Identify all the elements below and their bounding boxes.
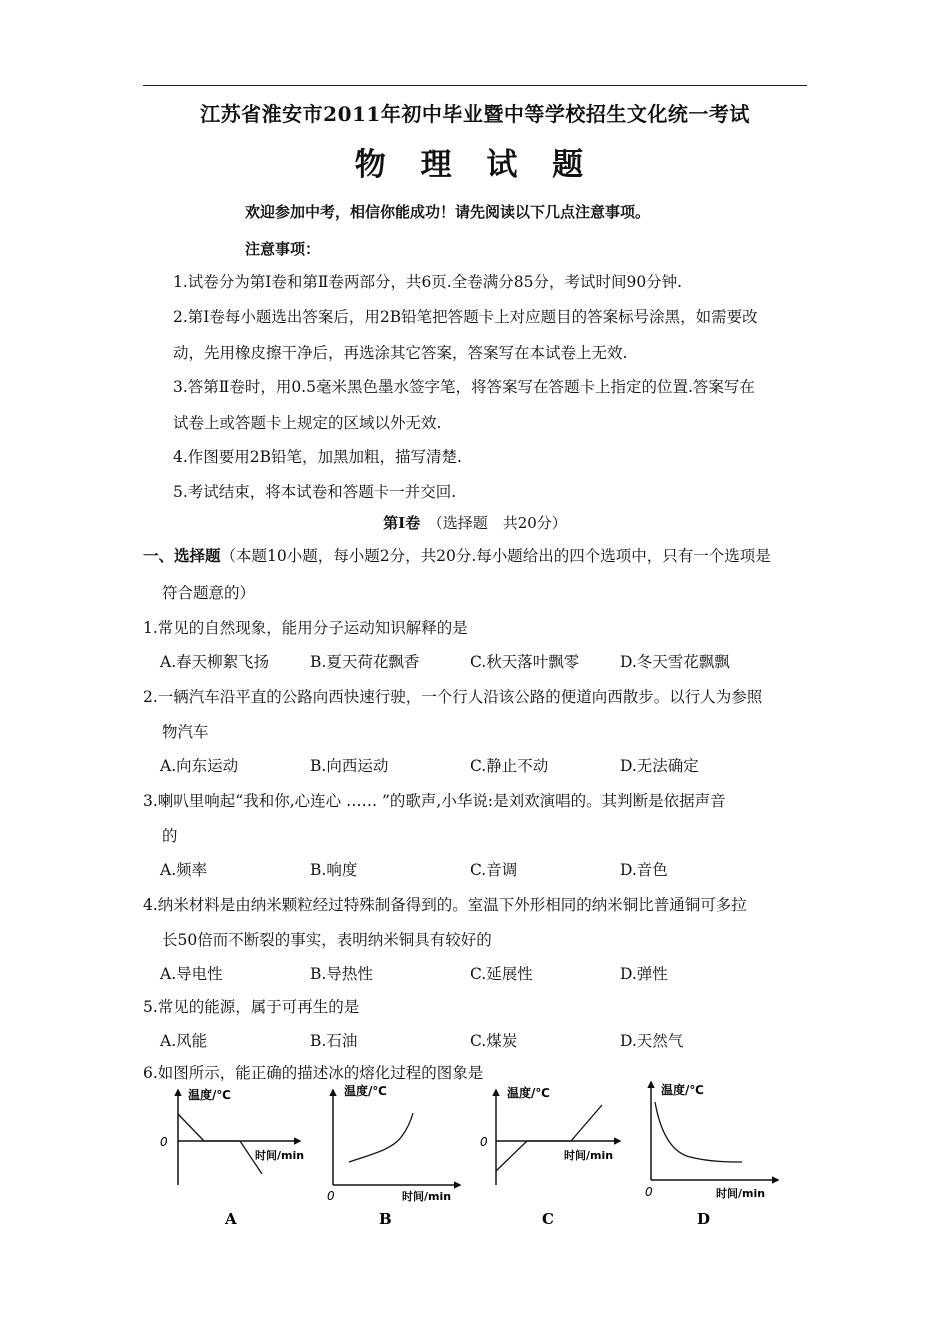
notice-item: 2.第Ⅰ卷每小题选出答案后，用2B铅笔把答题卡上对应题目的答案标号涂黑，如需要改 (173, 308, 758, 326)
notice-item: 4.作图要用2B铅笔，加黑加粗，描写清楚. (173, 448, 462, 466)
option-b: B.向西运动 (310, 757, 389, 775)
option-b: B.石油 (310, 1032, 358, 1050)
graph-d-origin: 0 (645, 1185, 653, 1199)
notice-item: 5.考试结束，将本试卷和答题卡一并交回. (173, 483, 457, 501)
question-stem: 3.喇叭里响起“我和你,心连心 …… ”的歌声,小华说:是刘欢演唱的。其判断是依据声音 (143, 792, 726, 810)
graph-c-ylabel: 温度/℃ (507, 1086, 550, 1100)
section-heading (0, 512, 950, 533)
graph-b-label: B (379, 1210, 392, 1228)
question-stem: 4.纳米材料是由纳米颗粒经过特殊制备得到的。室温下外形相同的纳米铜比普通铜可多拉 (143, 896, 747, 914)
graph-a-xlabel: 时间/min (255, 1149, 305, 1162)
option-d: D.天然气 (620, 1032, 684, 1050)
question-stem-continued: 物汽车 (162, 723, 209, 741)
option-d: D.弹性 (620, 965, 668, 983)
graph-d-xlabel: 时间/min (716, 1187, 766, 1200)
graph-c-curve (571, 1105, 602, 1141)
notice-item: 1.试卷分为第Ⅰ卷和第Ⅱ卷两部分，共6页.全卷满分85分，考试时间90分钟. (173, 273, 683, 291)
graph-a-label: A (225, 1210, 237, 1228)
option-d: D.音色 (620, 861, 668, 879)
option-c: C.音调 (470, 861, 518, 879)
option-b: B.夏天荷花飘香 (310, 653, 420, 671)
option-c: C.秋天落叶飘零 (470, 653, 580, 671)
graph-c (480, 1085, 620, 1228)
notice-item: 3.答第Ⅱ卷时，用0.5毫米黑色墨水签字笔，将答案写在答题卡上指定的位置.答案写在 (173, 378, 755, 396)
part-instruction (143, 544, 771, 566)
graph-a (160, 1087, 304, 1228)
option-a: A.春天柳絮飞扬 (160, 653, 270, 671)
option-c: C.静止不动 (470, 757, 549, 775)
part-heading: 一、选择题 (143, 546, 221, 565)
graph-c-curve (496, 1141, 527, 1171)
part-instruction-line1: （本题10小题，每小题2分，共20分.每小题给出的四个选项中，只有一个选项是 (220, 547, 771, 565)
notice-heading: 注意事项： (245, 240, 321, 258)
graph-d-label: D (697, 1210, 711, 1228)
option-b: B.导热性 (310, 965, 373, 983)
part-instruction-line2: 符合题意的） (162, 584, 256, 602)
question-stem: 1.常见的自然现象，能用分子运动知识解释的是 (143, 619, 468, 637)
graph-a-curve (178, 1114, 204, 1141)
exam-title: 江苏省淮安市2011年初中毕业暨中等学校招生文化统一考试 (200, 102, 750, 126)
option-c: C.煤炭 (470, 1032, 518, 1050)
graph-c-origin: 0 (480, 1135, 488, 1149)
option-c: C.延展性 (470, 965, 533, 983)
question-stem-continued: 长50倍而不断裂的事实，表明纳米铜具有较好的 (162, 931, 492, 949)
section-detail: （选择题 共20分） (435, 514, 567, 532)
option-a: A.向东运动 (160, 757, 239, 775)
notice-item: 动，先用橡皮擦干净后，再选涂其它答案，答案写在本试卷上无效. (173, 344, 628, 362)
graph-a-origin: 0 (160, 1135, 168, 1149)
option-a: A.频率 (160, 861, 208, 879)
graph-d-curve (655, 1102, 742, 1162)
option-d: D.无法确定 (620, 757, 699, 775)
melting-graphs (0, 1070, 950, 1240)
question-stem-continued: 的 (162, 827, 178, 845)
option-d: D.冬天雪花飘飘 (620, 653, 730, 671)
graph-b-curve (349, 1113, 413, 1162)
option-a: A.导电性 (160, 965, 223, 983)
graph-c-label: C (542, 1210, 554, 1228)
header-rule (143, 85, 807, 86)
graph-d-ylabel: 温度/℃ (661, 1083, 704, 1097)
section-label: 第Ⅰ卷 (383, 514, 421, 532)
graph-b-origin: 0 (327, 1189, 335, 1203)
graph-b-ylabel: 温度/℃ (344, 1084, 387, 1098)
question-stem: 6.如图所示，能正确的描述冰的熔化过程的图象是 (143, 1064, 484, 1082)
option-a: A.风能 (160, 1032, 208, 1050)
question-stem: 5.常见的能源，属于可再生的是 (143, 998, 360, 1016)
graph-c-xlabel: 时间/min (564, 1149, 614, 1162)
graph-d (645, 1082, 778, 1228)
graph-a-ylabel: 温度/℃ (188, 1088, 231, 1102)
notice-item: 试卷上或答题卡上规定的区域以外无效. (173, 414, 442, 432)
graph-b (327, 1083, 460, 1228)
exam-subtitle: 物 理 试 题 (354, 147, 596, 183)
option-b: B.响度 (310, 861, 358, 879)
graph-b-xlabel: 时间/min (402, 1190, 452, 1203)
welcome-text: 欢迎参加中考，相信你能成功！请先阅读以下几点注意事项。 (245, 203, 651, 221)
question-stem: 2.一辆汽车沿平直的公路向西快速行驶，一个行人沿该公路的便道向西散步。以行人为参照 (143, 688, 763, 706)
